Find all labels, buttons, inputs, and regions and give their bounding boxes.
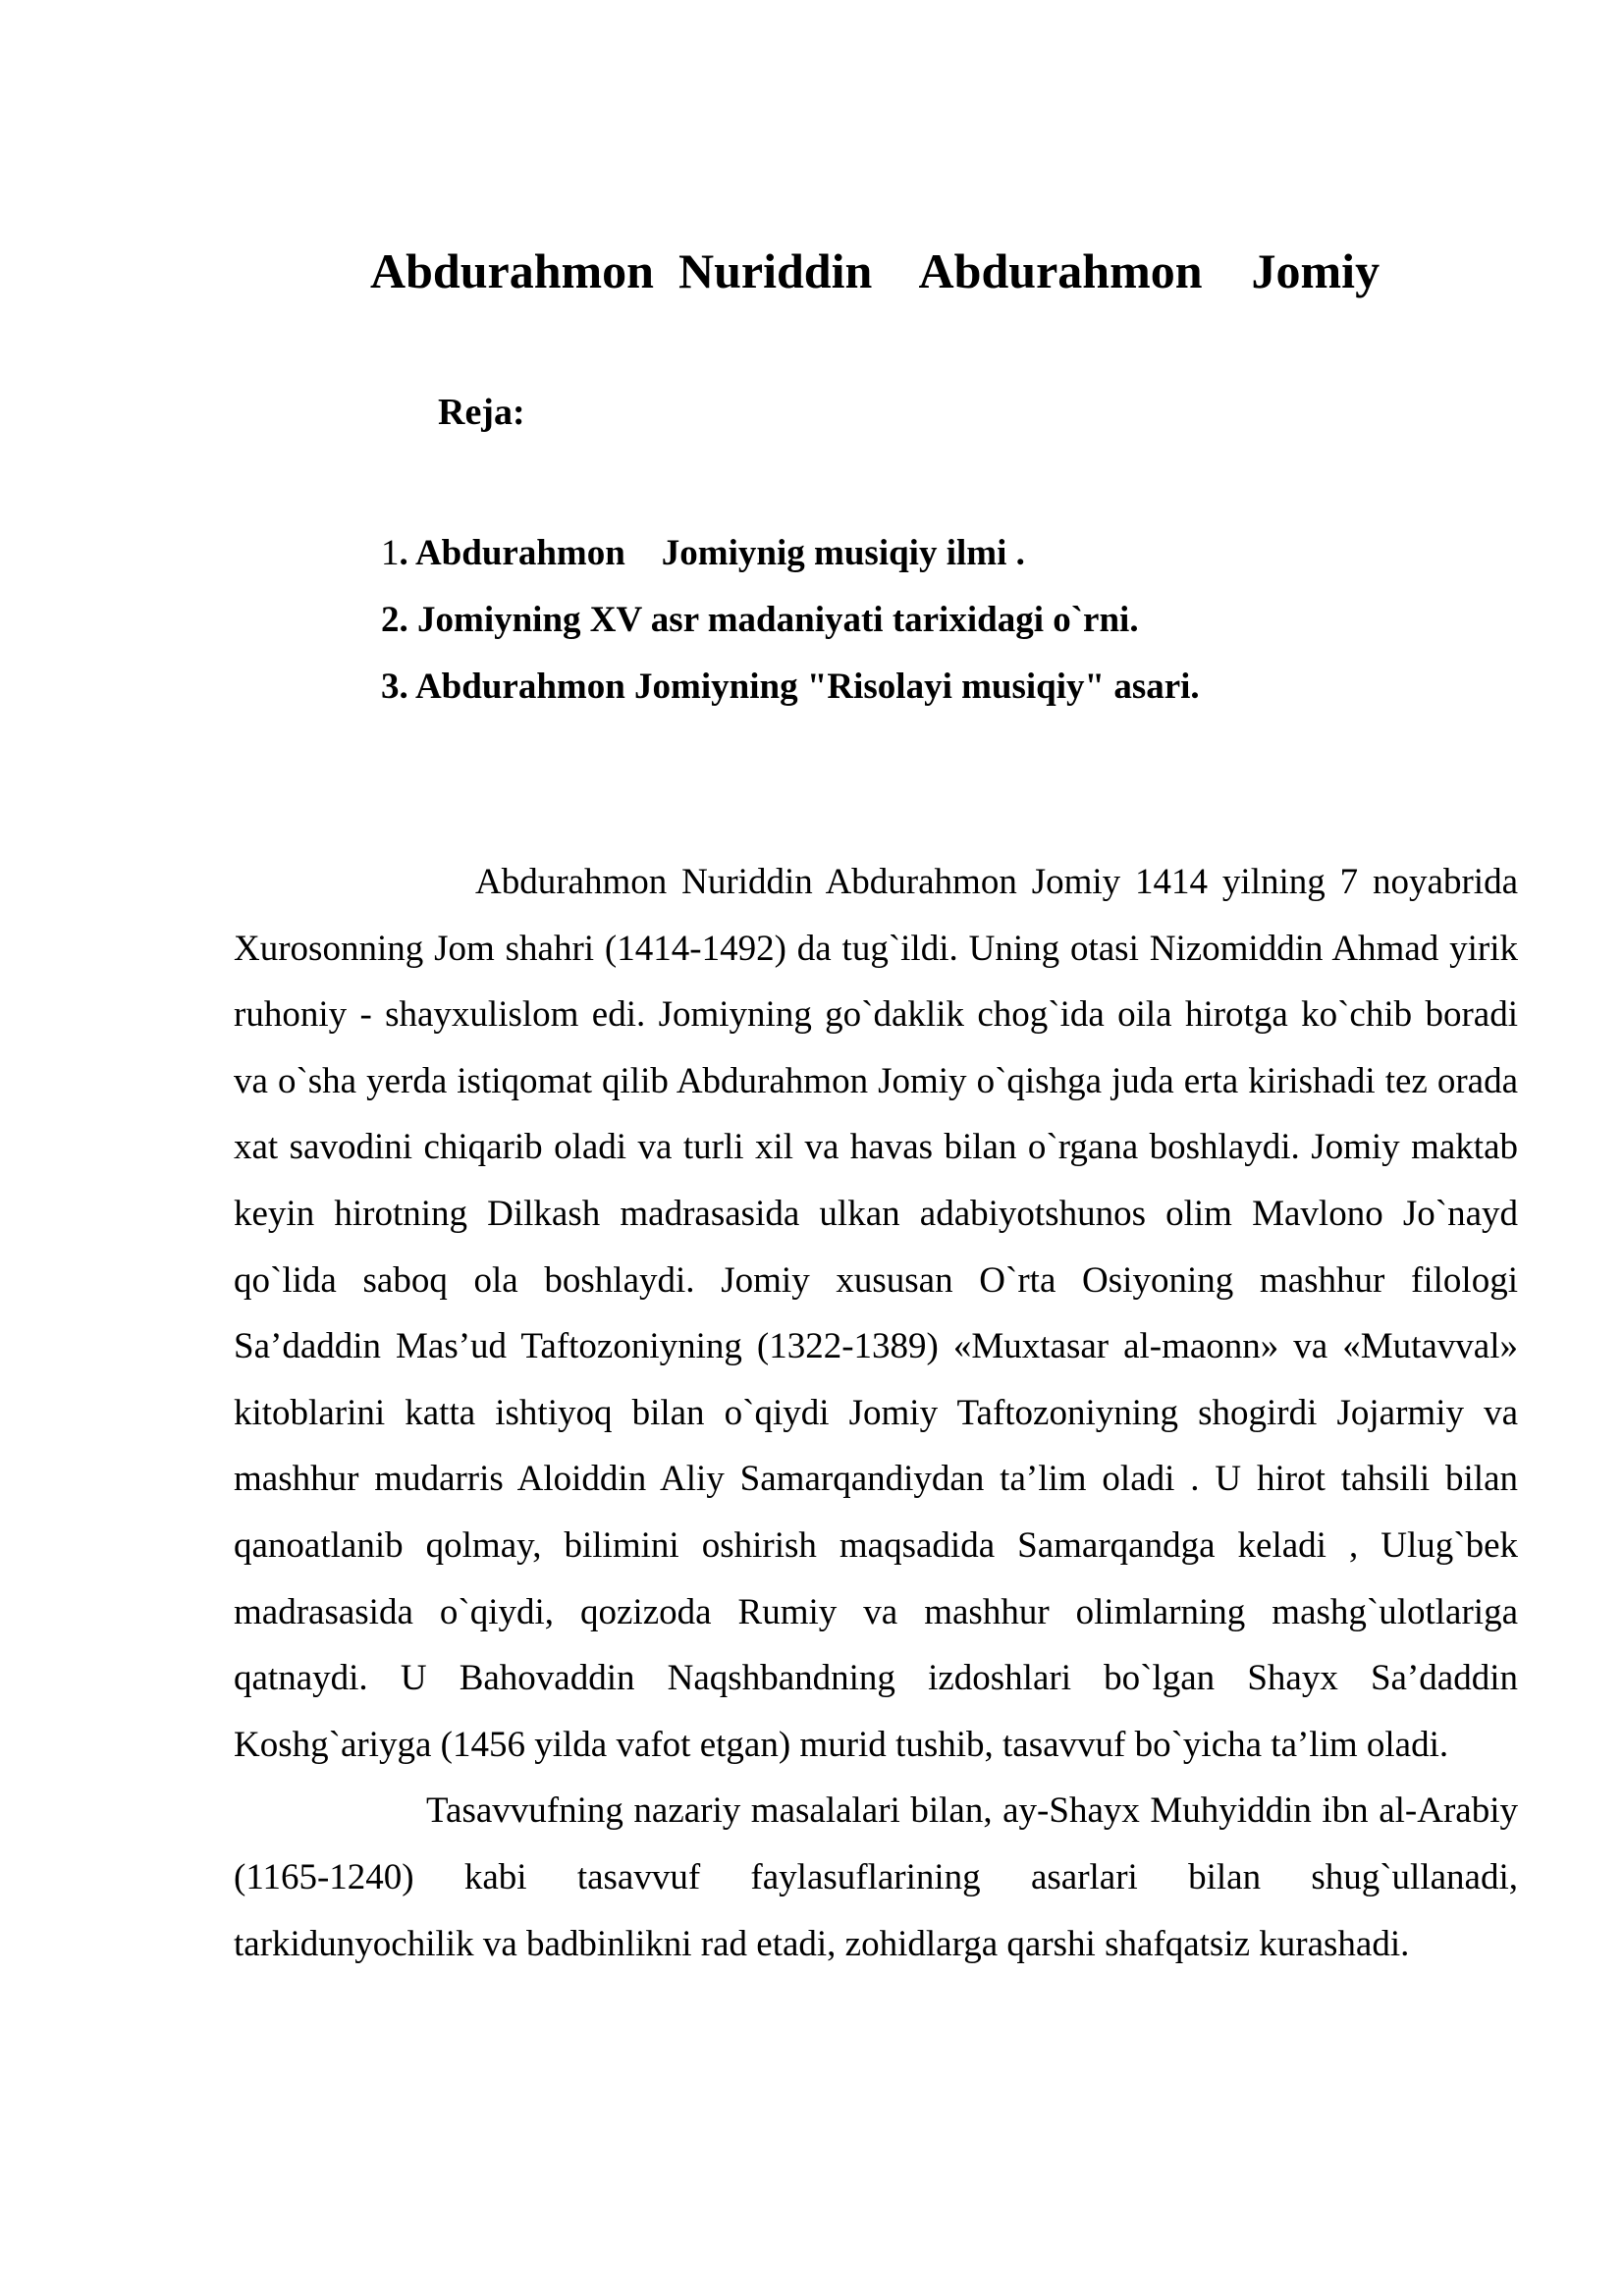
plan-item-text: Abdurahmon Jomiynig musiqiy ilmi . [407,533,1025,573]
plan-item [381,520,1200,587]
plan-item-text: Jomiyning XV asr madaniyati tarixidagi o`rni. [407,600,1139,640]
plan-item-number: 1 [381,533,400,573]
plan-item-number: 3. [381,667,408,707]
plan-item-number: 2. [381,600,408,640]
plan-item-suffix: . [399,533,408,573]
body-paragraph: Tasavvufning nazariy masalalari bilan, ay-Shayx Muhyiddin ibn al-Arabiy (1165-1240) kabi tasavvuf faylasuflarining asarlari bilan shug`ullanadi, tarkidunyochilik va badbinlikni rad etadi, zohidlarga qarshi shafqatsiz kurashadi. [234,1790,1518,1964]
plan-list [381,520,1200,721]
document-title: Abdurahmon Nuriddin Abdurahmon Jomiy [370,243,1380,298]
plan-heading: Reja: [438,392,525,433]
body-paragraph: Abdurahmon Nuriddin Abdurahmon Jomiy 1414 yilning 7 noyabrida Xurosonning Jom shahri (1414-1492) da tug`ildi. Uning otasi Nizomiddin Ahmad yirik ruhoniy - shayxulislom edi. Jomiyning go`daklik chog`ida oila hirotga ko`chib boradi va o`sha yerda istiqomat qilib Abdurahmon Jomiy o`qishga juda erta kirishadi tez orada xat savodini chiqarib oladi va turli xil va havas bilan o`rgana boshlaydi. Jomiy maktab keyin hirotning Dilkash madrasasida ulkan adabiyotshunos olim Mavlono Jo`nayd qo`lida saboq ola boshlaydi. Jomiy xususan O`rta Osiyoning mashhur filologi Sa’daddin Mas’ud Taftozoniyning (1322-1389) «Muxtasar al-maonn» va «Mutavval» kitoblarini katta ishtiyoq bilan o`qiydi Jomiy Taftozoniyning shogirdi Jojarmiy va mashhur mudarris Aloiddin Aliy Samarqandiydan ta’lim oladi . U hirot tahsili bilan qanoatlanib qolmay, bilimini oshirish maqsadida Samarqandga keladi , Ulug`bek madrasasida o`qiydi, qozizoda Rumiy va mashhur olimlarning mashg`ulotlariga qatnaydi. U Bahovaddin Naqshbandning izdoshlari bo`lgan Shayx Sa’daddin Koshg`ariyga (1456 yilda vafot etgan) murid tushib, tasavvuf bo`yicha ta’lim oladi. [234,862,1518,1765]
body-text [234,849,1518,1977]
plan-item [381,654,1200,721]
plan-item-text: Abdurahmon Jomiyning "Risolayi musiqiy" asari. [407,667,1200,707]
plan-item [381,587,1200,654]
